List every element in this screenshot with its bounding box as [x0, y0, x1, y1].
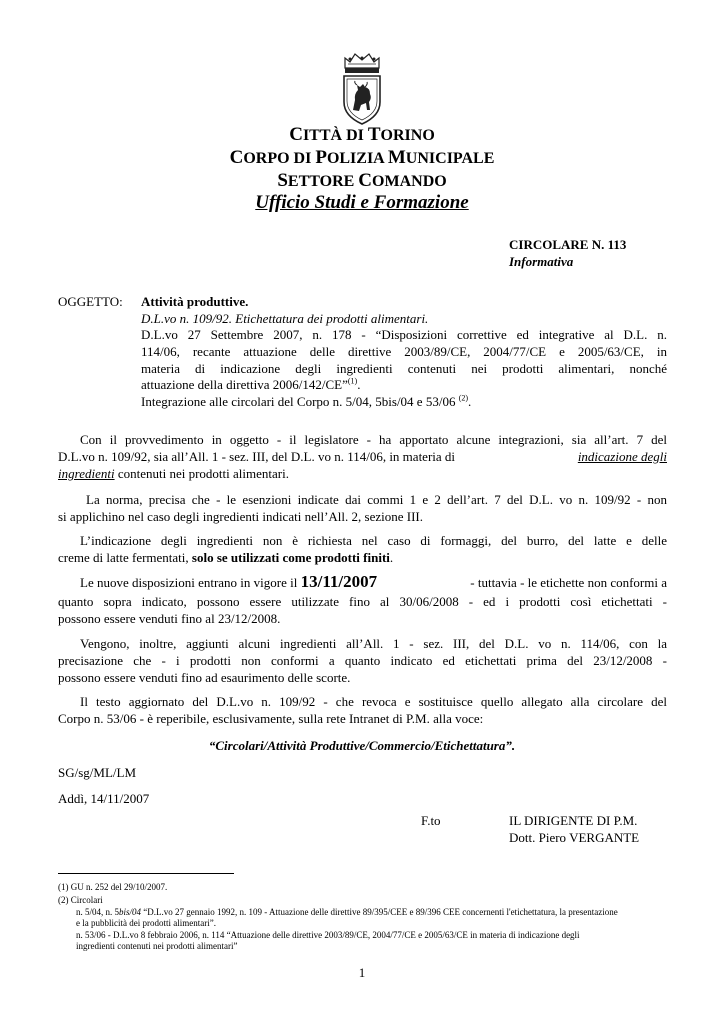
- footnote-2-item-2-cont: ingredienti contenuti nei prodotti alimentari”: [76, 941, 238, 951]
- paragraph-6-line-1: Il testo aggiornato del D.L.vo n. 109/92 - che revoca e sostituisce quello allegato alla circolare del: [80, 694, 667, 709]
- footnote-2-item-2: n. 53/06 - D.L.vo 8 febbraio 2006, n. 114 “Attuazione delle direttive 2003/89/CE, 2004/77/CE e 2005/63/CE in materia di indicazione degli: [76, 930, 580, 940]
- paragraph-4-line-3: possono essere venduti fino al 23/12/2008.: [58, 611, 281, 626]
- ingredients-link-part-2: ingredienti: [58, 466, 115, 481]
- paragraph-3-line-1: L’indicazione degli ingredienti non è richiesta nel caso di formaggi, del burro, del latte e delle: [80, 533, 667, 548]
- paragraph-5-line-3: possono essere venduti fino ad esaurimento delle scorte.: [58, 670, 351, 685]
- fto-label: F.to: [421, 813, 441, 828]
- footnote-2-title: (2) Circolari: [58, 895, 103, 905]
- ingredients-link-part-1: indicazione degli: [577, 449, 667, 464]
- subject-line-2b: 114/06, recante attuazione delle direttive 2003/89/CE, 2004/77/CE e 2005/63/CE, in: [141, 344, 667, 359]
- city-crest-logo: [339, 50, 385, 128]
- paragraph-4-line-1: Le nuove disposizioni entrano in vigore il 13/11/2007 - tuttavia - le etichette non conformi a: [80, 572, 667, 591]
- circular-number: CIRCOLARE N. 113: [509, 237, 627, 252]
- effective-date: 13/11/2007: [300, 572, 378, 591]
- footnote-2-item-1-cont: e la pubblicità dei prodotti alimentari”.: [76, 918, 216, 928]
- document-date: Addì, 14/11/2007: [58, 791, 150, 806]
- paragraph-5-line-1: Vengono, inoltre, aggiunti alcuni ingredienti all’All. 1 - sez. III, del D.L. vo n. 114/06, con la: [80, 636, 667, 651]
- intranet-path: “Circolari/Attività Produttive/Commercio/Etichettatura”.: [208, 738, 516, 753]
- page-number: 1: [358, 965, 366, 980]
- subject-line-2a: D.L.vo 27 Settembre 2007, n. 178 - “Disposizioni correttive ed integrative al D.L. n.: [141, 327, 667, 342]
- initials: SG/sg/ML/LM: [58, 765, 137, 780]
- paragraph-1-line-1: Con il provvedimento in oggetto - il legislatore - ha apportato alcune integrazioni, sia all’art. 7 del: [80, 432, 667, 447]
- subject-line-3: Integrazione alle circolari del Corpo n. 5/04, 5bis/04 e 53/06 $^{(2)}$.: [141, 393, 472, 409]
- header-office-title: Ufficio Studi e Formazione: [255, 192, 469, 213]
- circular-type: Informativa: [509, 254, 574, 269]
- subject-line-2c: materia di indicazione degli ingredienti contenuti nei prodotti alimentari, nonché: [141, 361, 667, 376]
- paragraph-1-line-3: ingredienti contenuti nei prodotti alimentari.: [58, 466, 289, 481]
- signer-title: IL DIRIGENTE DI P.M.: [509, 813, 638, 828]
- footnote-2-item-1: n. 5/04, n. 5bis/04 “D.L.vo 27 gennaio 1992, n. 109 - Attuazione delle direttive 89/395/CEE e 89/396 CEE concernenti l'etichettatura, la presentazione: [76, 907, 618, 917]
- paragraph-2-line-2: si applichino nel caso degli ingredienti indicati nell’All. 2, sezione III.: [58, 509, 423, 524]
- signer-name: Dott. Piero VERGANTE: [509, 830, 640, 845]
- footnote-ref-1: (1): [347, 376, 358, 386]
- subject-line-1: D.L.vo n. 109/92. Etichettatura dei prodotti alimentari.: [141, 311, 429, 326]
- subject-line-2d: attuazione della direttiva 2006/142/CE”$^{(1)}$.: [141, 376, 361, 392]
- paragraph-3-line-2: creme di latte fermentati, solo se utilizzati come prodotti finiti.: [58, 550, 394, 565]
- header-sector: SETTORE COMANDO: [277, 170, 447, 191]
- paragraph-6-line-2: Corpo n. 53/06 - è reperibile, esclusivamente, sulla rete Intranet di P.M. alla voce:: [58, 711, 484, 726]
- subject-label: OGGETTO:: [58, 294, 123, 309]
- header-city: CITTÀ DI TORINO: [289, 124, 435, 145]
- footnote-divider: [58, 873, 234, 874]
- header-corps: CORPO DI POLIZIA MUNICIPALE: [229, 147, 495, 168]
- subject-title: Attività produttive.: [141, 294, 249, 309]
- paragraph-1-line-2: D.L.vo n. 109/92, sia all’All. 1 - sez. III, del D.L. vo n. 114/06, in materia di indicazione degli: [58, 449, 667, 464]
- footnote-1: (1) GU n. 252 del 29/10/2007.: [58, 882, 168, 892]
- footnote-ref-2: (2): [458, 393, 469, 403]
- paragraph-2-line-1: La norma, precisa che - le esenzioni indicate dai commi 1 e 2 dell’art. 7 del D.L. vo n. 109/92 - non: [86, 492, 667, 507]
- paragraph-4-line-2: quanto sopra indicato, possono essere utilizzate fino al 30/06/2008 - ed i prodotti così etichettati -: [58, 594, 667, 609]
- paragraph-5-line-2: precisazione che - i prodotti non conformi a quanto indicato ed etichettati prima del 23/12/2008 -: [58, 653, 667, 668]
